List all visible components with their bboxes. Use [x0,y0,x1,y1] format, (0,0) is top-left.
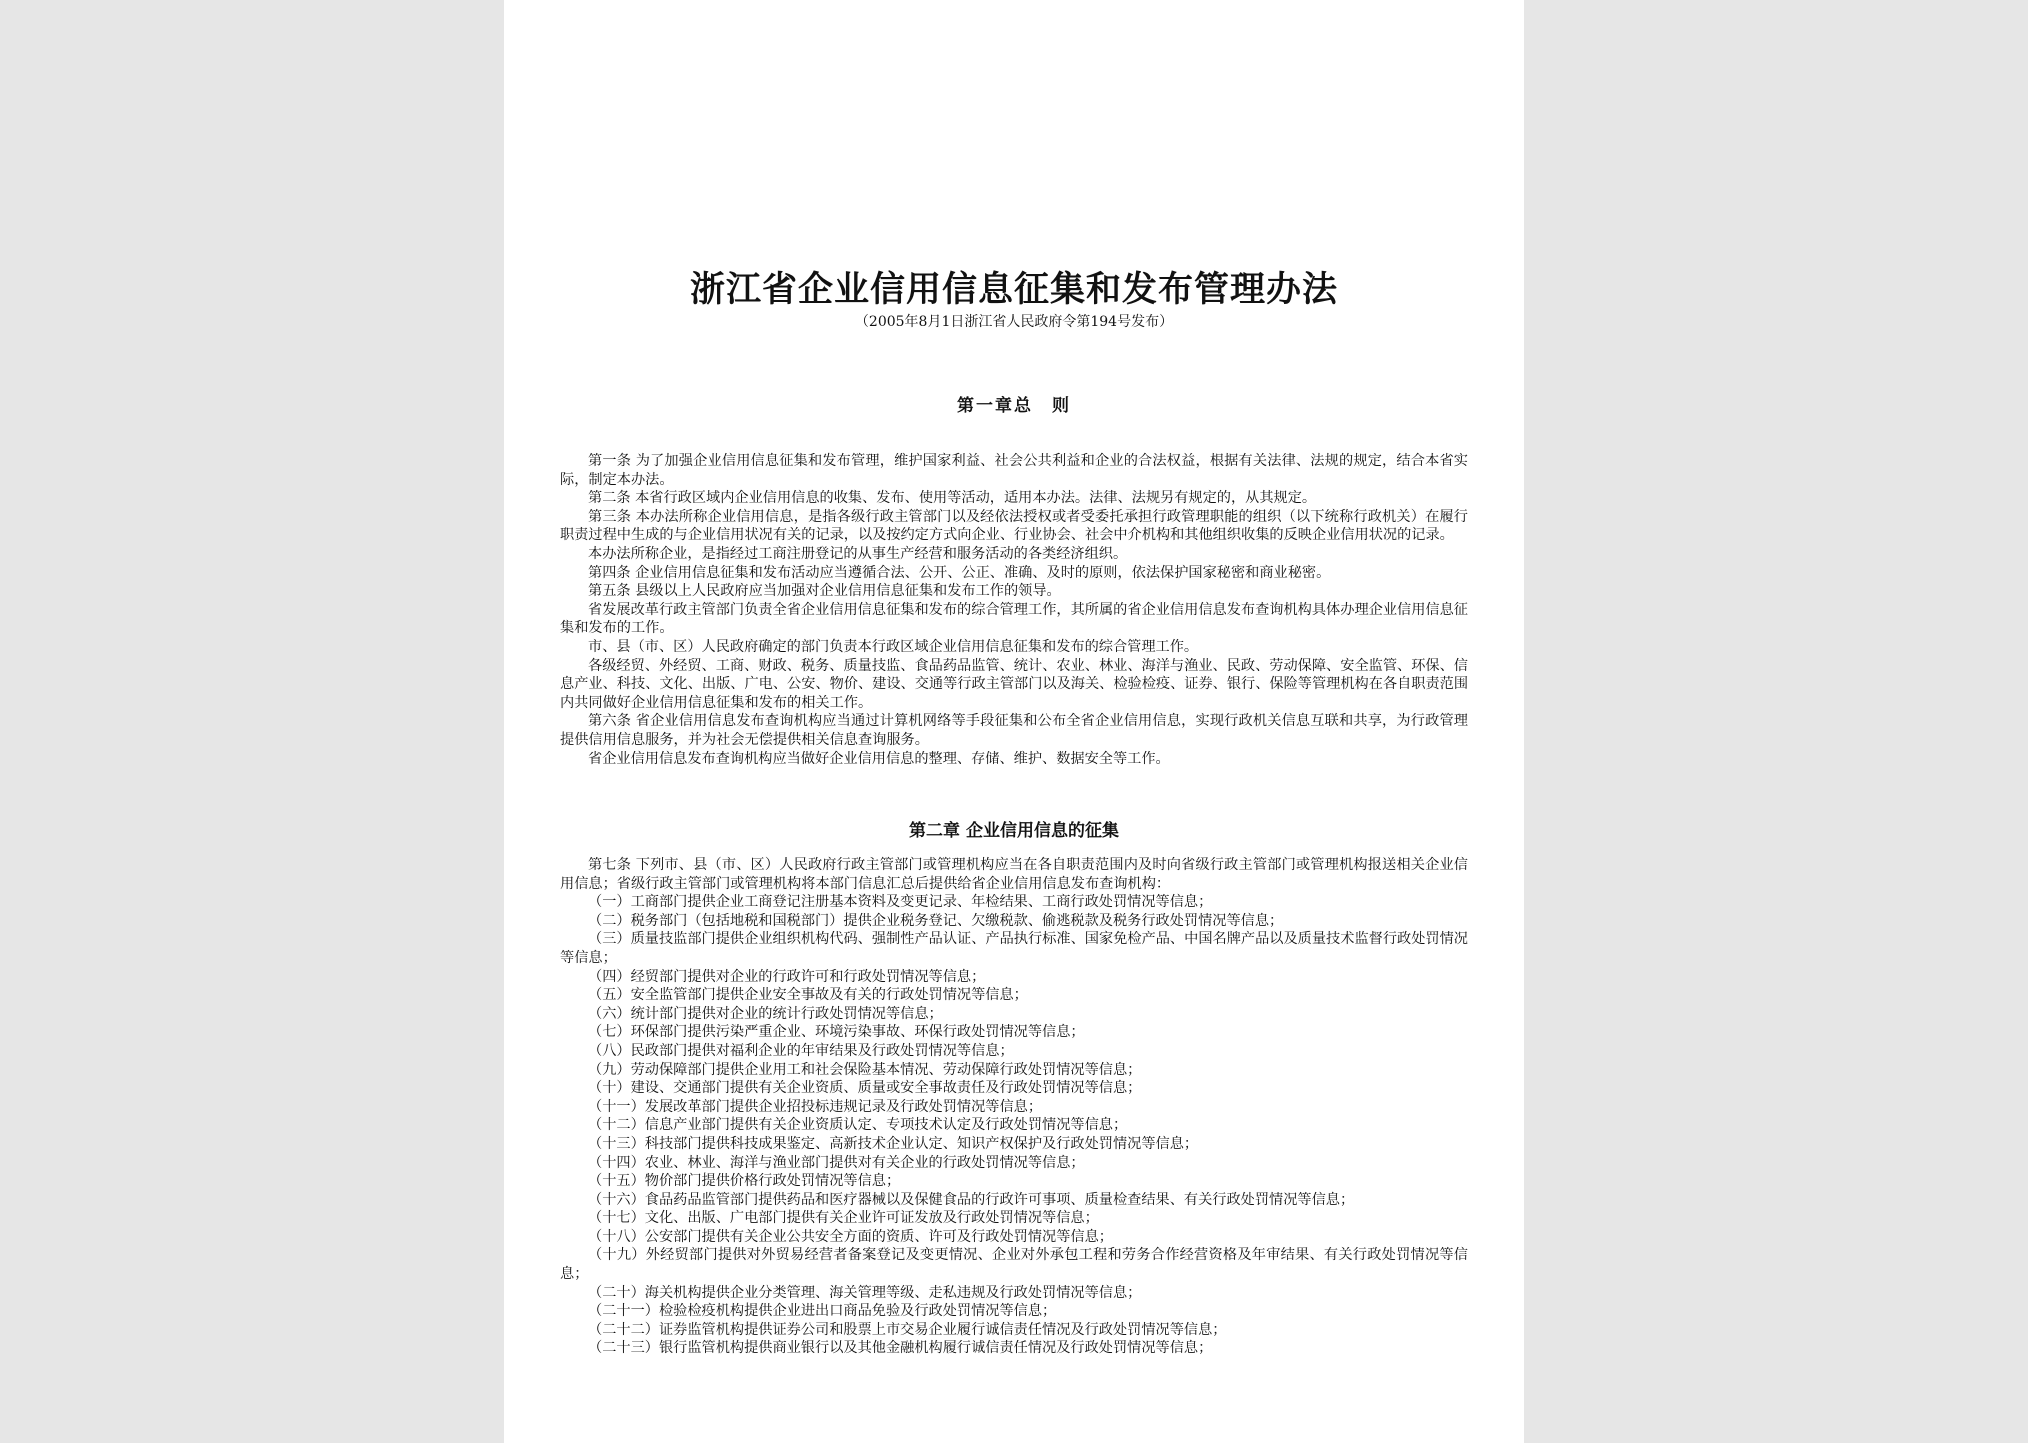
paragraph: 市、县（市、区）人民政府确定的部门负责本行政区域企业信用信息征集和发布的综合管理工作。 [588,638,1199,655]
document-subtitle: （2005年8月1日浙江省人民政府令第194号发布） [854,314,1174,330]
list-item: （二十）海关机构提供企业分类管理、海关管理等级、走私违规及行政处罚情况等信息； [588,1284,1142,1301]
list-item: （九）劳动保障部门提供企业用工和社会保险基本情况、劳动保障行政处罚情况等信息； [588,1061,1142,1078]
chapter-1-heading: 第一章总 则 [957,396,1071,416]
paragraph: 第四条 企业信用信息征集和发布活动应当遵循合法、公开、公正、准确、及时的原则，依法保护国家秘密和商业秘密。 [588,564,1331,581]
paragraph: 省发展改革行政主管部门负责全省企业信用信息征集和发布的综合管理工作，其所属的省企业信用信息发布查询机构具体办理企业信用信息征集和发布的工作。 [560,601,1468,637]
paragraph: 第五条 县级以上人民政府应当加强对企业信用信息征集和发布工作的领导。 [588,583,1061,600]
chapter-2-heading: 第二章 企业信用信息的征集 [909,821,1119,841]
list-item: （二十二）证券监管机构提供证券公司和股票上市交易企业履行诚信责任情况及行政处罚情况等信息； [588,1321,1227,1338]
list-item: （五）安全监管部门提供企业安全事故及有关的行政处罚情况等信息； [588,987,1028,1004]
list-item: （十）建设、交通部门提供有关企业资质、质量或安全事故责任及行政处罚情况等信息； [588,1080,1142,1097]
list-item: （十三）科技部门提供科技成果鉴定、高新技术企业认定、知识产权保护及行政处罚情况等信息； [588,1135,1199,1152]
list-item: （十五）物价部门提供价格行政处罚情况等信息； [588,1173,901,1190]
chapter-2-body [560,856,1468,1358]
chapter-1-body [560,452,1468,768]
list-item: （七）环保部门提供污染严重企业、环境污染事故、环保行政处罚情况等信息； [588,1024,1085,1041]
list-item: （四）经贸部门提供对企业的行政许可和行政处罚情况等信息； [588,968,986,985]
list-item: （一）工商部门提供企业工商登记注册基本资料及变更记录、年检结果、工商行政处罚情况等信息； [588,894,1213,911]
paragraph: 第一条 为了加强企业信用信息征集和发布管理，维护国家利益、社会公共利益和企业的合法权益，根据有关法律、法规的规定，结合本省实际，制定本办法。 [560,453,1468,488]
paragraph: 各级经贸、外经贸、工商、财政、税务、质量技监、食品药品监管、统计、农业、林业、海洋与渔业、民政、劳动保障、安全监管、环保、信息产业、科技、文化、出版、广电、公安、物价、建设、交通等行政主管部门以及海关、检验检疫、证券、银行、保险等管理机构在各自职责范围内共同做好企业信用信息征集和发布的相关工作。 [560,657,1469,711]
document-title: 浙江省企业信用信息征集和发布管理办法 [689,270,1338,310]
list-item: （三）质量技监部门提供企业组织机构代码、强制性产品认证、产品执行标准、国家免检产品、中国名牌产品以及质量技术监督行政处罚情况等信息； [560,931,1468,966]
paragraph: 本办法所称企业，是指经过工商注册登记的从事生产经营和服务活动的各类经济组织。 [588,545,1128,562]
list-item: （二十三）银行监管机构提供商业银行以及其他金融机构履行诚信责任情况及行政处罚情况等信息； [588,1340,1213,1357]
list-item: （十二）信息产业部门提供有关企业资质认定、专项技术认定及行政处罚情况等信息； [588,1117,1128,1134]
list-item: （二）税务部门（包括地税和国税部门）提供企业税务登记、欠缴税款、偷逃税款及税务行政处罚情况等信息； [588,912,1284,929]
list-item: （十八）公安部门提供有关企业公共安全方面的资质、许可及行政处罚情况等信息； [588,1228,1113,1245]
paragraph: 第六条 省企业信用信息发布查询机构应当通过计算机网络等手段征集和公布全省企业信用信息，实现行政机关信息互联和共享，为行政管理提供信用信息服务，并为社会无偿提供相关信息查询服务。 [560,713,1468,748]
paragraph: 第七条 下列市、县（市、区）人民政府行政主管部门或管理机构应当在各自职责范围内及时向省级行政主管部门或管理机构报送相关企业信用信息；省级行政主管部门或管理机构将本部门信息汇总后提供给省企业信用信息发布查询机构： [560,857,1468,892]
paragraph: 第二条 本省行政区域内企业信用信息的收集、发布、使用等活动，适用本办法。法律、法规另有规定的，从其规定。 [588,490,1317,507]
paragraph: 第三条 本办法所称企业信用信息，是指各级行政主管部门以及经依法授权或者受委托承担行政管理职能的组织（以下统称行政机关）在履行职责过程中生成的与企业信用状况有关的记录，以及按约定方式向企业、行业协会、社会中介机构和其他组织收集的反映企业信用状况的记录。 [560,508,1468,544]
list-item: （十九）外经贸部门提供对外贸易经营者备案登记及变更情况、企业对外承包工程和劳务合作经营资格及年审结果、有关行政处罚情况等信息； [560,1247,1468,1283]
list-item: （六）统计部门提供对企业的统计行政处罚情况等信息； [588,1005,943,1022]
paragraph: 省企业信用信息发布查询机构应当做好企业信用信息的整理、存储、维护、数据安全等工作。 [588,750,1170,767]
document-page [504,0,1524,1443]
list-item: （八）民政部门提供对福利企业的年审结果及行政处罚情况等信息； [588,1042,1014,1059]
list-item: （十四）农业、林业、海洋与渔业部门提供对有关企业的行政处罚情况等信息； [588,1154,1085,1171]
list-item: （十六）食品药品监管部门提供药品和医疗器械以及保健食品的行政许可事项、质量检查结果、有关行政处罚情况等信息； [588,1191,1355,1208]
list-item: （十七）文化、出版、广电部门提供有关企业许可证发放及行政处罚情况等信息； [588,1210,1099,1227]
list-item: （十一）发展改革部门提供企业招投标违规记录及行政处罚情况等信息； [588,1098,1043,1115]
list-item: （二十一）检验检疫机构提供企业进出口商品免验及行政处罚情况等信息； [588,1303,1057,1320]
